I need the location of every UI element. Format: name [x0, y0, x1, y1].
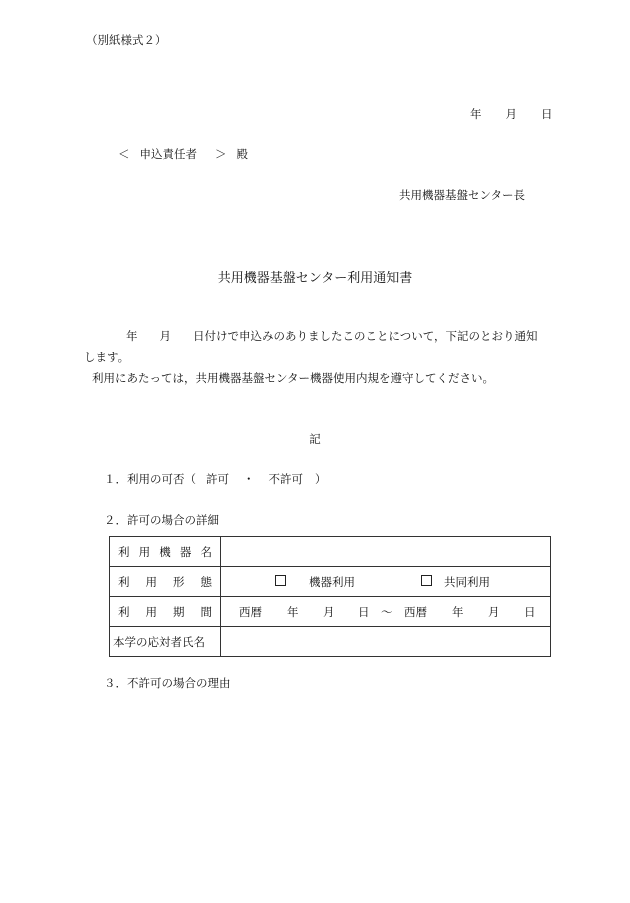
- period-value: [221, 597, 551, 627]
- period-month-end: 月: [488, 605, 500, 619]
- date-line: [470, 106, 553, 122]
- addressee-name: 申込責任者: [139, 147, 197, 161]
- item-2: ２．許可の場合の詳細: [104, 513, 219, 527]
- table-row-contact: [110, 627, 551, 657]
- item-1: [104, 471, 327, 487]
- item1-deny: 不許可: [268, 472, 303, 486]
- table-row-usage-type: [110, 567, 551, 597]
- table-row-period: [110, 597, 551, 627]
- item1-close: ）: [315, 472, 327, 486]
- p1-year: 年: [126, 329, 138, 343]
- addressee-close: ＞: [215, 147, 227, 161]
- item1-permit: 許可: [206, 472, 229, 486]
- body-paragraph-1: [126, 328, 538, 344]
- label-equipment: 利 用 機 器 名: [110, 537, 221, 567]
- detail-table: [109, 536, 551, 657]
- period-day-start: 日: [358, 605, 370, 619]
- checkbox-equipment-use[interactable]: [275, 575, 286, 586]
- period-month-start: 月: [323, 605, 335, 619]
- document-title: 共用機器基盤センター利用通知書: [217, 271, 413, 286]
- p1-rest: 日付けで申込みのありましたこのことについて，下記のとおり通知: [193, 329, 538, 343]
- option-equipment-use: 機器利用: [309, 575, 355, 589]
- checkbox-joint-use[interactable]: [421, 575, 432, 586]
- body-paragraph-2: 利用にあたっては，共用機器基盤センター機器使用内規を遵守してください。: [92, 371, 495, 385]
- label-contact: 本学の応対者氏名: [110, 627, 221, 657]
- equipment-value[interactable]: [221, 537, 551, 567]
- label-period: 利 用 期 間: [110, 597, 221, 627]
- period-year-end: 年: [452, 605, 464, 619]
- item-3: ３．不許可の場合の理由: [104, 676, 231, 690]
- ki-heading: 記: [309, 432, 321, 446]
- period-era-start: 西暦: [239, 605, 262, 619]
- addressee-open: ＜: [118, 147, 130, 161]
- addressee-honorific: 殿: [236, 147, 248, 161]
- table-row-equipment: [110, 537, 551, 567]
- date-month: 月: [505, 107, 517, 121]
- item1-dot: ・: [243, 472, 255, 486]
- period-day-end: 日: [524, 605, 536, 619]
- period-era-end: 西暦: [404, 605, 427, 619]
- usage-type-value: [221, 567, 551, 597]
- period-year-start: 年: [287, 605, 299, 619]
- period-tilde: 〜: [381, 605, 393, 619]
- sender: 共用機器基盤センター長: [399, 188, 526, 202]
- item1-label: １．利用の可否（: [104, 472, 196, 486]
- date-day: 日: [541, 107, 553, 121]
- label-usage-type: 利 用 形 態: [110, 567, 221, 597]
- option-joint-use: 共同利用: [444, 575, 490, 589]
- p1-month: 月: [159, 329, 171, 343]
- addressee: [118, 146, 248, 162]
- date-year: 年: [470, 107, 482, 121]
- body-paragraph-1-cont: します。: [84, 350, 130, 364]
- contact-value[interactable]: [221, 627, 551, 657]
- form-id: （別紙様式２）: [86, 33, 167, 47]
